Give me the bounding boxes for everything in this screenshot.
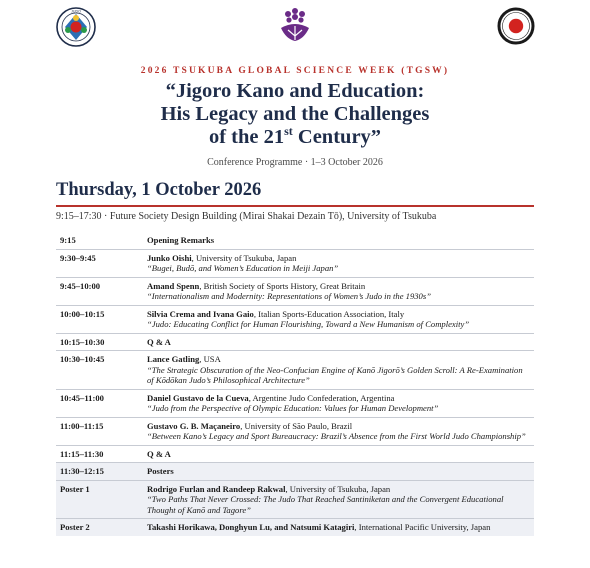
session-label: Posters <box>143 463 534 481</box>
paper-title: “The Strategic Obscuration of the Neo-Confucian Engine of Kanō Jigorō’s Golden Scroll: A Re-Examination of Kōdōkan Judo’s Philosophical Architecture” <box>147 364 523 385</box>
talk-details <box>143 519 534 536</box>
talk-details <box>143 480 534 519</box>
time-slot: 10:30–10:45 <box>56 351 143 390</box>
paper-title: “Judo: Educating Conflict for Human Flourishing, Toward a New Humanism of Complexity” <box>147 319 470 329</box>
title-superscript: st <box>284 124 293 139</box>
rising-sun-circle-icon <box>497 7 535 45</box>
time-slot: 11:00–11:15 <box>56 417 143 445</box>
time-slot: 9:45–10:00 <box>56 277 143 305</box>
time-slot: 10:45–11:00 <box>56 389 143 417</box>
talk-details <box>143 305 534 333</box>
talk-details <box>143 417 534 445</box>
time-slot: 10:15–10:30 <box>56 333 143 351</box>
time-slot: 10:00–10:15 <box>56 305 143 333</box>
speaker-affiliation: , British Society of Sports History, Great Britain <box>199 280 366 291</box>
session-row <box>56 463 534 481</box>
session-row <box>56 445 534 463</box>
talk-details <box>143 277 534 305</box>
time-slot: 11:15–11:30 <box>56 445 143 463</box>
time-slot: 11:30–12:15 <box>56 463 143 481</box>
judo-federation-seal-icon <box>56 7 96 47</box>
speaker-names: Lance Gatling <box>147 354 200 364</box>
title-line-3 <box>0 126 590 149</box>
title-line-3-text: of the 21 <box>208 126 285 148</box>
speaker-names: Daniel Gustavo de la Cueva <box>147 392 249 403</box>
paper-title: “Between Kano’s Legacy and Sport Bureaucracy: Brazil’s Absence from the First World Judo Championship” <box>147 431 526 441</box>
speaker-affiliation: , USA <box>199 354 221 364</box>
logo-row <box>0 4 590 50</box>
talk-row <box>56 351 534 390</box>
talk-details <box>143 389 534 417</box>
speaker-names: Gustavo G. B. Maçaneiro <box>147 420 241 431</box>
speaker-names: Silvia Crema and Ivana Gaio <box>147 308 254 319</box>
time-slot: Poster 1 <box>56 480 143 519</box>
session-label: Opening Remarks <box>147 235 215 245</box>
title-line-1: “Jigoro Kano and Education: <box>165 80 425 102</box>
session-row <box>56 232 534 249</box>
title-line-2: His Legacy and the Challenges <box>160 103 430 125</box>
venue-line: 9:15–17:30 · Future Society Design Building (Mirai Shakai Dezain Tō), University of Tsukuba <box>56 211 437 222</box>
paulownia-crest-icon <box>276 6 314 44</box>
conference-title <box>0 80 590 149</box>
session-label: Q & A <box>143 445 534 463</box>
talk-row <box>56 389 534 417</box>
programme-subtitle: Conference Programme · 1–3 October 2026 <box>207 157 383 168</box>
speaker-names: Rodrigo Furlan and Randeep Rakwal <box>147 483 286 494</box>
speaker-names: Amand Spenn <box>147 280 200 291</box>
time-slot: 9:30–9:45 <box>56 249 143 277</box>
speaker-affiliation: , International Pacific University, Japan <box>354 522 491 532</box>
talk-details <box>143 249 534 277</box>
speaker-affiliation: , University of São Paulo, Brazil <box>240 420 353 431</box>
session-label: Q & A <box>143 333 534 351</box>
speaker-affiliation: , University of Tsukuba, Japan <box>191 252 297 263</box>
speaker-affiliation: , Italian Sports-Education Association, Italy <box>253 308 405 319</box>
title-line-3-end: Century” <box>292 126 382 148</box>
paper-title: “Bugei, Budō, and Women’s Education in Meiji Japan” <box>147 263 339 273</box>
speaker-affiliation: , University of Tsukuba, Japan <box>285 483 391 494</box>
talk-row <box>56 519 534 536</box>
programme-table <box>56 232 534 536</box>
event-name: 2026 TSUKUBA GLOBAL SCIENCE WEEK (TGSW) <box>140 66 450 76</box>
day-divider <box>56 205 534 207</box>
paper-title: “Internationalism and Modernity: Representations of Women’s Judo in the 1930s” <box>147 291 431 301</box>
talk-details <box>143 351 534 390</box>
talk-row <box>56 480 534 519</box>
time-slot: 9:15 <box>60 235 76 245</box>
paper-title: “Two Paths That Never Crossed: The Judo That Reached Santiniketan and the Convergent Educational Thought of Kanō and Tagore” <box>147 494 504 515</box>
svg-text:JUDO: JUDO <box>71 9 81 14</box>
time-slot: Poster 2 <box>56 519 143 536</box>
speaker-names: Takashi Horikawa, Donghyun Lu, and Natsumi Katagiri <box>147 522 355 532</box>
paper-title: “Judo from the Perspective of Olympic Education: Values for Human Development” <box>147 403 439 413</box>
speaker-names: Junko Oishi <box>147 252 192 263</box>
session-row <box>56 333 534 351</box>
talk-row <box>56 305 534 333</box>
talk-row <box>56 277 534 305</box>
talk-row <box>56 249 534 277</box>
speaker-affiliation: , Argentine Judo Confederation, Argentina <box>248 392 395 403</box>
day-heading: Thursday, 1 October 2026 <box>56 180 262 200</box>
talk-row <box>56 417 534 445</box>
